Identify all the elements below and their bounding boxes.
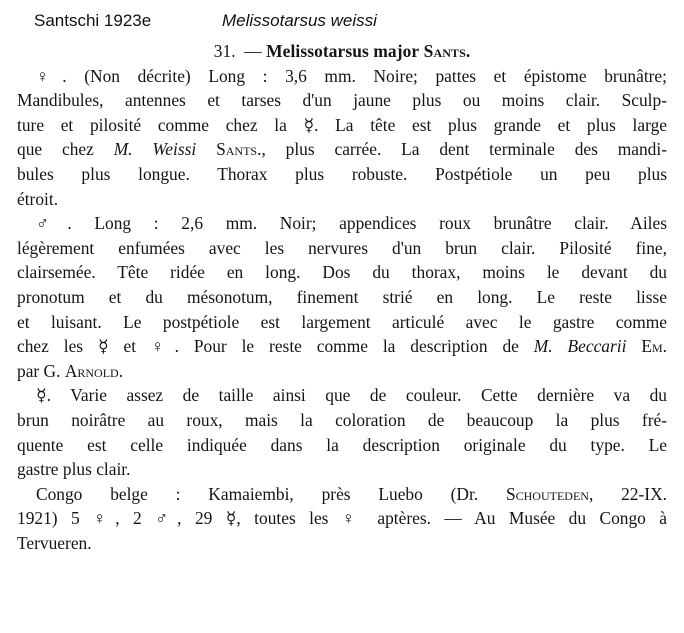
italic-taxon: M. Weissi	[113, 139, 197, 160]
text-run	[626, 336, 641, 356]
section-number: 31.	[213, 41, 236, 61]
text-line	[17, 113, 667, 138]
text-line	[17, 334, 667, 359]
female-description	[17, 64, 667, 212]
paragraphs	[17, 64, 667, 556]
text-line	[17, 285, 667, 310]
italic-taxon: M. Beccarii	[533, 336, 627, 357]
text-run: bules plus longue. Thorax plus robuste. Postpétiole un peu plus	[17, 163, 667, 184]
section-heading	[17, 39, 667, 64]
text-run: gastre plus clair.	[17, 459, 131, 480]
small-caps-name: Sants.	[216, 139, 262, 160]
text-line	[17, 310, 667, 335]
small-caps-name: Schouteden	[505, 483, 589, 504]
text-run: ♀. (Non décrite) Long : 3,6 mm. Noire; pattes et épistome brunâtre;	[36, 65, 667, 86]
text-run: étroit.	[17, 188, 59, 209]
text-run: 1921) 5 ♀, 2 ♂, 29 ☿, toutes les ♀ aptères. — Au Musée du Congo à	[17, 508, 667, 529]
text-line	[17, 482, 667, 507]
text-line	[17, 88, 667, 113]
text-run: .	[118, 360, 124, 381]
text-line	[17, 408, 667, 433]
text-run: et luisant. Le postpétiole est largement articulé avec le gastre comme	[17, 311, 667, 332]
text-line	[17, 162, 667, 187]
text-line	[17, 236, 667, 261]
text-line	[17, 506, 667, 531]
worker-description	[17, 383, 667, 481]
text-line	[17, 260, 667, 285]
text-run: quente est celle indiquée dans la description originale du type. Le	[17, 434, 667, 455]
article-body	[17, 39, 667, 555]
locality-record	[17, 482, 667, 556]
species-title: Melissotarsus major	[266, 41, 420, 61]
text-line	[17, 187, 667, 212]
text-line	[17, 457, 667, 482]
text-line	[17, 64, 667, 89]
text-run	[196, 139, 216, 159]
small-caps-name: Em.	[641, 336, 667, 357]
text-run: chez les ☿ et ♀. Pour le reste comme la description de	[17, 336, 534, 357]
heading-dash: —	[244, 41, 262, 61]
text-run: pronotum et du mésonotum, finement strié en long. Le reste lisse	[17, 286, 667, 307]
text-line	[17, 531, 667, 556]
text-line	[17, 359, 667, 384]
species-annotation: Melissotarsus weissi	[222, 11, 377, 30]
text-run: légèrement enfumées avec les nervures d'un brun clair. Pilosité fine,	[17, 237, 667, 258]
text-run: brun noirâtre au roux, mais la coloration de beaucoup la plus fré-	[17, 409, 667, 430]
text-run: par G.	[17, 360, 65, 381]
text-run: ♂. Long : 2,6 mm. Noir; appendices roux brunâtre clair. Ailes	[36, 213, 667, 234]
text-run: que chez	[17, 139, 114, 160]
species-authority: Sants.	[423, 41, 471, 61]
citation-annotation: Santschi 1923e	[34, 11, 152, 30]
text-line	[17, 137, 667, 162]
text-line	[17, 383, 667, 408]
small-caps-name: Arnold	[64, 360, 119, 381]
text-line	[17, 211, 667, 236]
text-run: ture et pilosité comme chez la ☿. La tête est plus grande et plus large	[17, 114, 667, 135]
text-run: ☿. Varie assez de taille ainsi que de couleur. Cette dernière va du	[36, 385, 667, 406]
text-run: clairsemée. Tête ridée en long. Dos du thorax, moins le devant du	[17, 262, 667, 283]
text-run: Mandibules, antennes et tarses d'un jaune plus ou moins clair. Sculp-	[17, 90, 667, 111]
male-description	[17, 211, 667, 383]
text-run: , 22-IX.	[588, 483, 667, 504]
text-run: , plus carrée. La dent terminale des mandi-	[261, 139, 667, 160]
text-run: Tervueren.	[17, 532, 92, 553]
text-line	[17, 433, 667, 458]
text-run: Congo belge : Kamaiembi, près Luebo (Dr.	[36, 483, 506, 504]
